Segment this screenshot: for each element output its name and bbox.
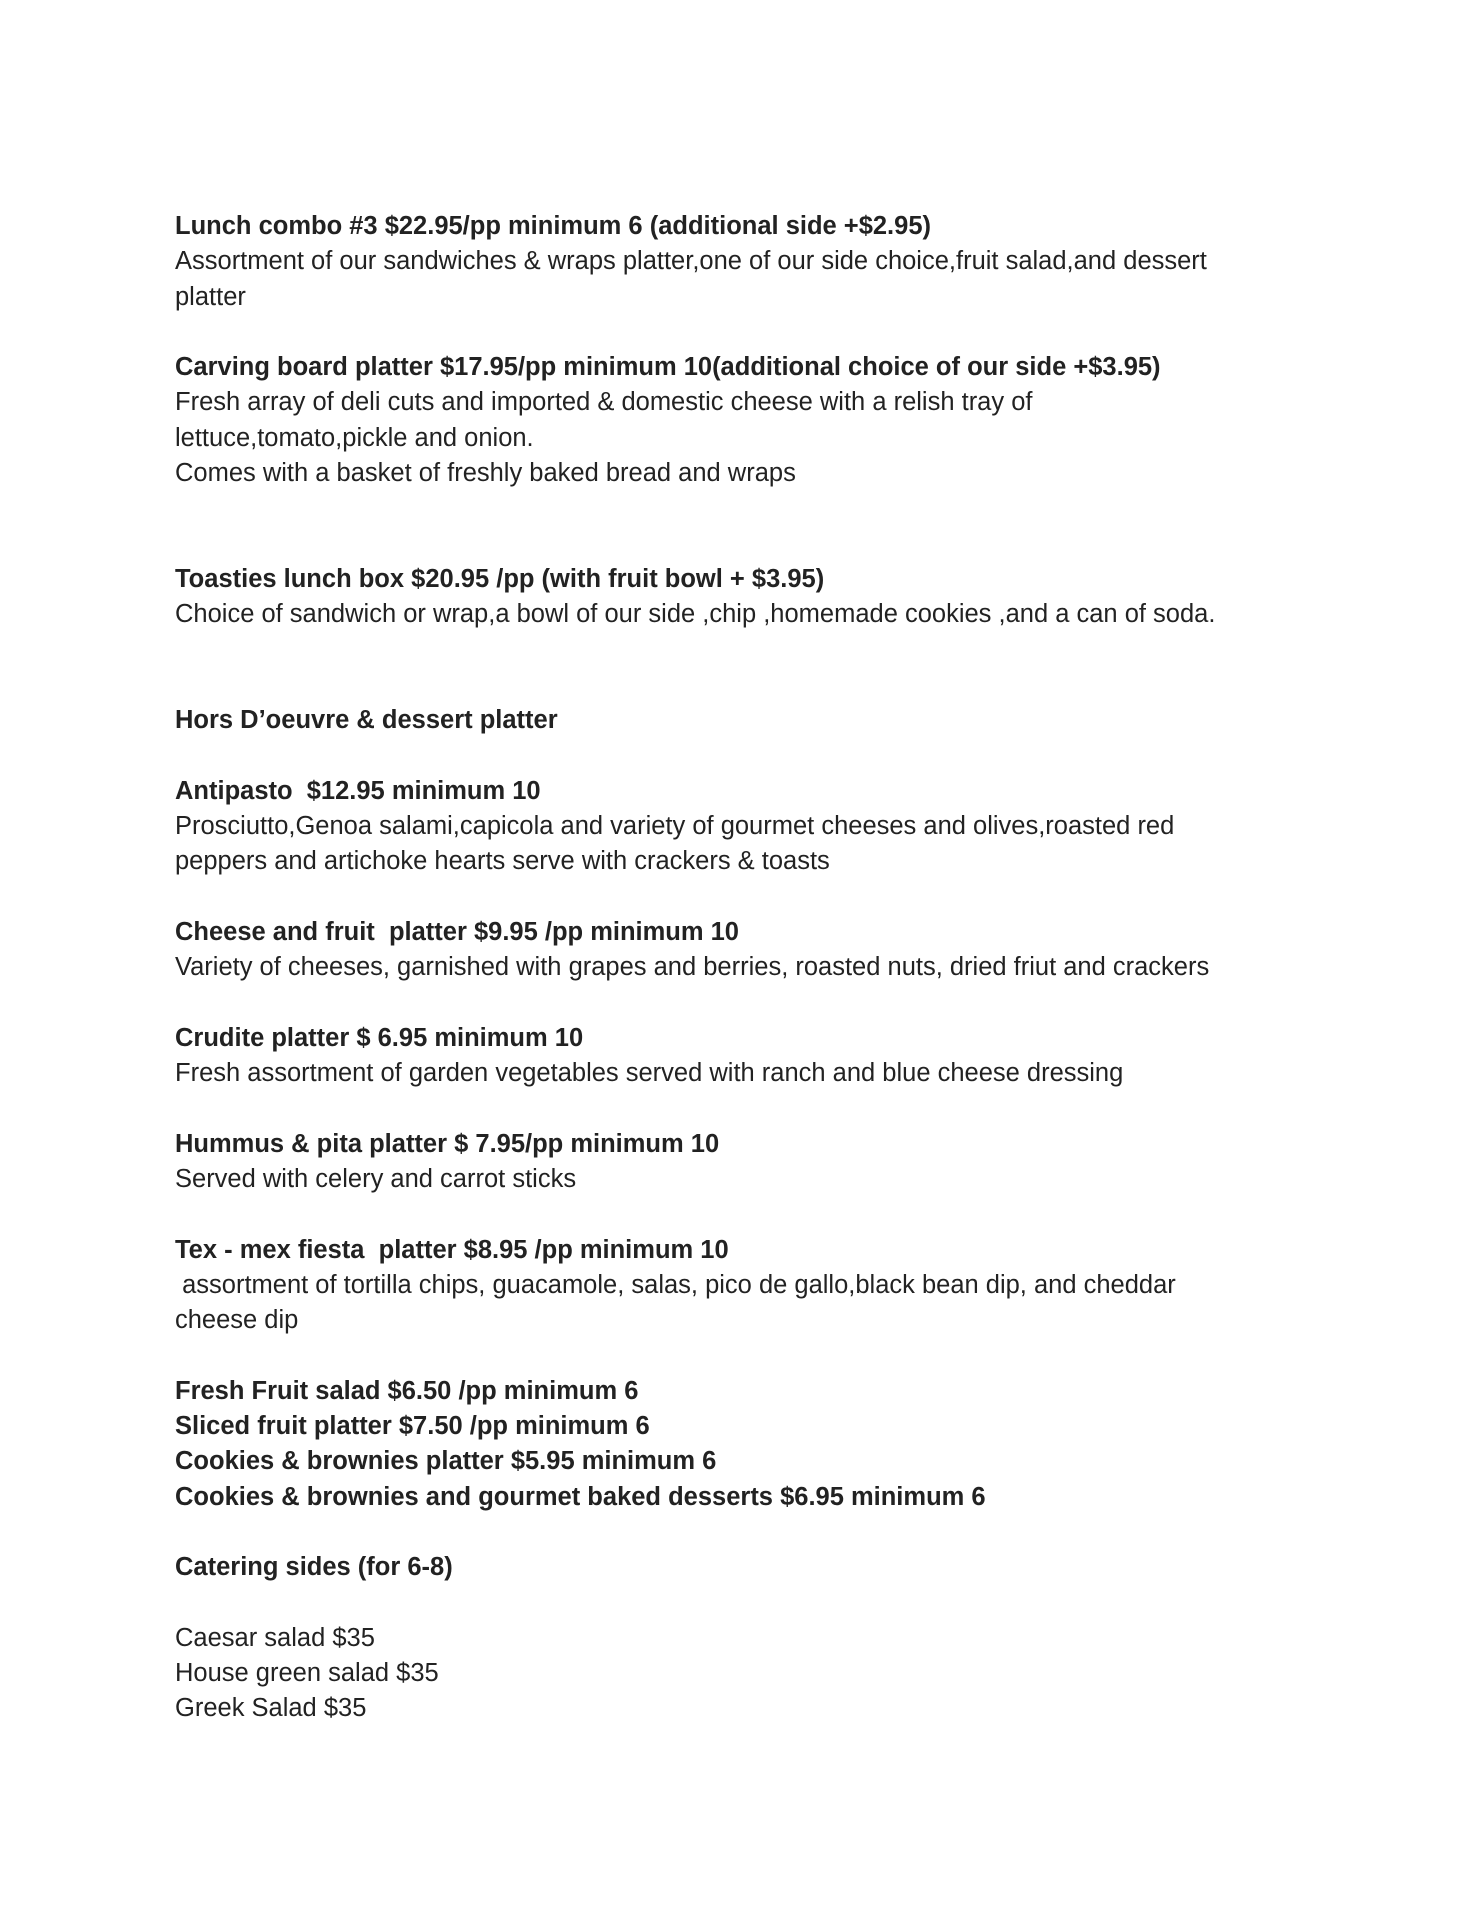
antipasto-description-cont: peppers and artichoke hearts serve with crackers & toasts <box>175 847 830 876</box>
texmex-description-cont: cheese dip <box>175 1306 299 1335</box>
carving-board-description-cont: lettuce,tomato,pickle and onion. <box>175 423 534 452</box>
crudite-description: Fresh assortment of garden vegetables served with ranch and blue cheese dressing <box>175 1059 1124 1088</box>
lunch-combo-3-section <box>175 209 1315 315</box>
antipasto-description: Prosciutto,Genoa salami,capicola and variety of gourmet cheeses and olives,roasted red <box>175 812 1175 841</box>
lunch-combo-3-title: Lunch combo #3 $22.95/pp minimum 6 (additional side +$2.95) <box>175 212 931 240</box>
desserts-section <box>175 1374 1315 1515</box>
catering-side-item: Greek Salad $35 <box>175 1694 367 1723</box>
catering-side-item: House green salad $35 <box>175 1659 439 1688</box>
lunch-combo-3-description-cont: platter <box>175 282 246 311</box>
menu-document <box>175 209 1315 1727</box>
toasties-description: Choice of sandwich or wrap,a bowl of our side ,chip ,homemade cookies ,and a can of soda. <box>175 600 1216 629</box>
carving-board-title: Carving board platter $17.95/pp minimum 10(additional choice of our side +$3.95) <box>175 353 1161 382</box>
antipasto-title: Antipasto $12.95 minimum 10 <box>175 776 541 805</box>
crudite-title: Crudite platter $ 6.95 minimum 10 <box>175 1023 584 1052</box>
hummus-title: Hummus & pita platter $ 7.95/pp minimum 10 <box>175 1129 720 1158</box>
texmex-title: Tex - mex fiesta platter $8.95 /pp minimum 10 <box>175 1235 729 1264</box>
dessert-item: Cookies & brownies and gourmet baked desserts $6.95 minimum 6 <box>175 1482 986 1511</box>
dessert-item: Cookies & brownies platter $5.95 minimum 6 <box>175 1447 717 1476</box>
hummus-description: Served with celery and carrot sticks <box>175 1165 577 1194</box>
crudite-section <box>175 1021 1315 1092</box>
lunch-combo-3-description: Assortment of our sandwiches & wraps platter,one of our side choice,fruit salad,and dessert <box>175 247 1207 276</box>
cheese-fruit-title: Cheese and fruit platter $9.95 /pp minimum 10 <box>175 917 739 946</box>
carving-board-note: Comes with a basket of freshly baked bread and wraps <box>175 459 796 488</box>
catering-sides-list <box>175 1621 1315 1727</box>
catering-sides-heading: Catering sides (for 6-8) <box>175 1553 453 1582</box>
hummus-section <box>175 1127 1315 1198</box>
toasties-section <box>175 562 1315 633</box>
catering-side-item: Caesar salad $35 <box>175 1623 375 1652</box>
hors-doeuvre-heading: Hors D’oeuvre & dessert platter <box>175 706 558 735</box>
texmex-section <box>175 1233 1315 1339</box>
dessert-item: Sliced fruit platter $7.50 /pp minimum 6 <box>175 1412 650 1441</box>
carving-board-section <box>175 350 1315 491</box>
cheese-fruit-description: Variety of cheeses, garnished with grapes and berries, roasted nuts, dried friut and crackers <box>175 953 1210 982</box>
cheese-fruit-section <box>175 915 1315 986</box>
antipasto-section <box>175 774 1315 880</box>
carving-board-description: Fresh array of deli cuts and imported & domestic cheese with a relish tray of <box>175 388 1033 417</box>
dessert-item: Fresh Fruit salad $6.50 /pp minimum 6 <box>175 1376 639 1405</box>
toasties-title: Toasties lunch box $20.95 /pp (with fruit bowl + $3.95) <box>175 564 825 593</box>
texmex-description: assortment of tortilla chips, guacamole, salas, pico de gallo,black bean dip, and cheddar <box>175 1270 1176 1299</box>
